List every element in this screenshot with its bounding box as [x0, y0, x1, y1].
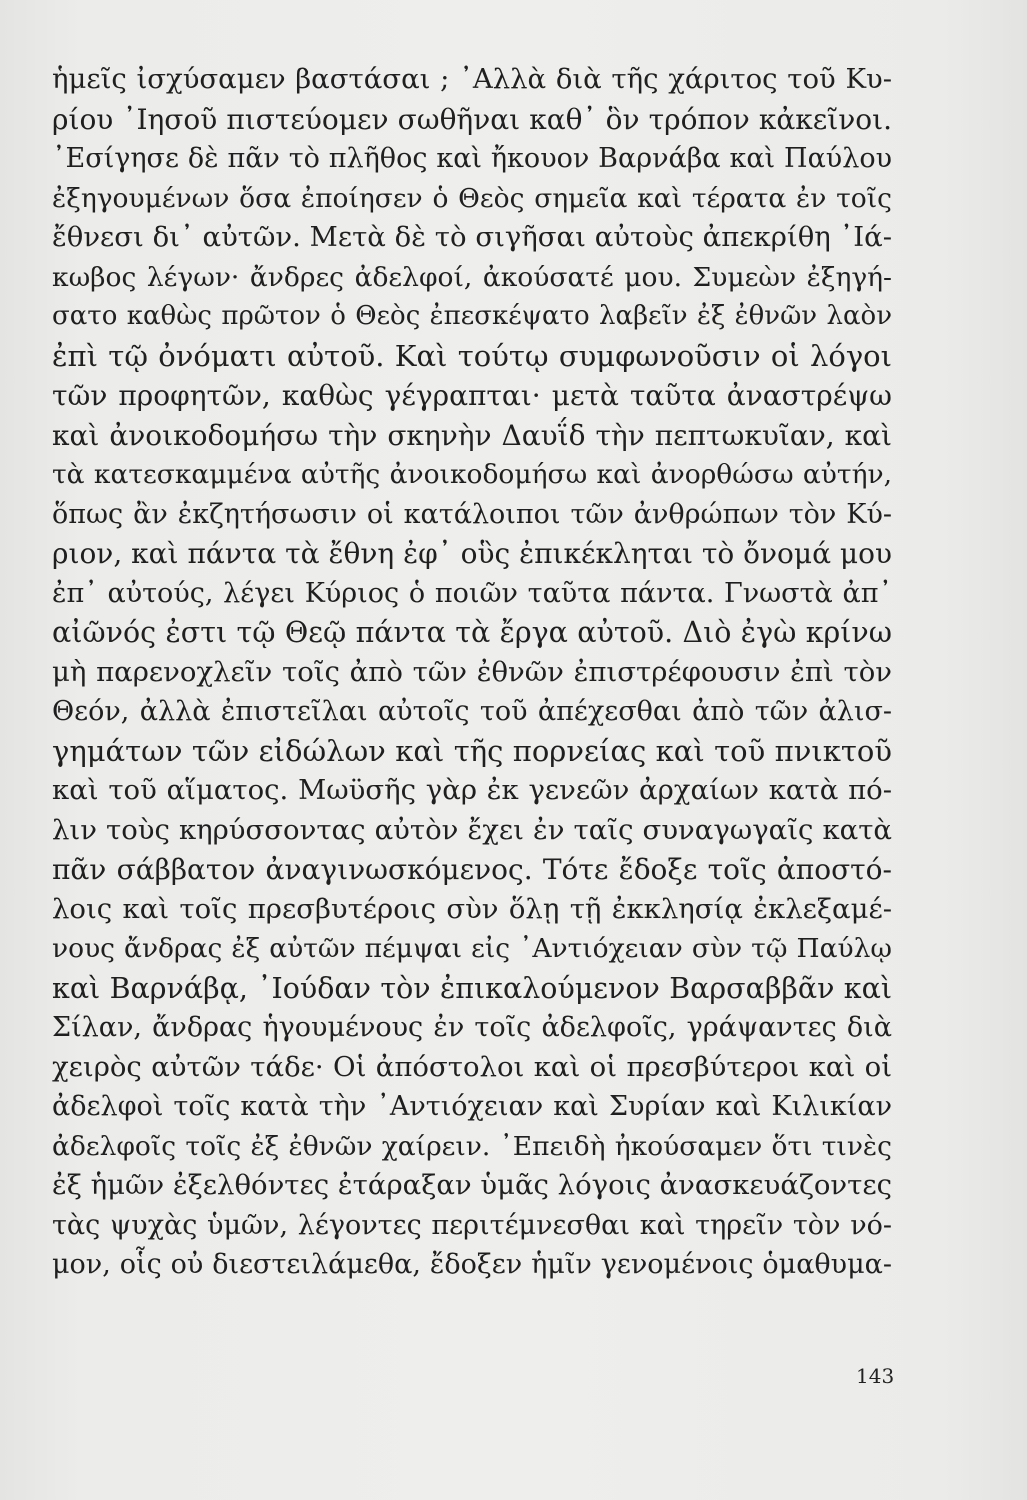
text-line: τὰς ψυχὰς ὑμῶν, λέγοντες περιτέμνεσθαι καὶ τηρεῖν τὸν νό-: [52, 1209, 892, 1241]
text-line: πᾶν σάββατον ἀναγινωσκόμενος. Τότε ἔδοξε τοῖς ἀποστό-: [52, 853, 892, 886]
text-line: ρίου ᾿Ιησοῦ πιστεύομεν σωθῆναι καθ᾿ ὃν τρόπον κἀκεῖνοι.: [52, 102, 892, 136]
text-line: ἐπ᾿ αὐτούς, λέγει Κύριος ὁ ποιῶν ταῦτα πάντα. Γνωστὰ ἀπ᾿: [52, 577, 892, 609]
text-line: καὶ Βαρνάβᾳ, ᾿Ιούδαν τὸν ἐπικαλούμενον Βαρσαββᾶν καὶ: [52, 971, 892, 1005]
text-line: λιν τοὺς κηρύσσοντας αὐτὸν ἔχει ἐν ταῖς συναγωγαῖς κατὰ: [52, 813, 892, 846]
text-line: Σίλαν, ἄνδρας ἡγουμένους ἐν τοῖς ἀδελφοῖς, γράψαντες διὰ: [52, 1012, 892, 1043]
text-line: ἐπὶ τῷ ὀνόματι αὐτοῦ. Καὶ τούτῳ συμφωνοῦσιν οἱ λόγοι: [52, 338, 892, 373]
text-line: γημάτων τῶν εἰδώλων καὶ τῆς πορνείας καὶ τοῦ πνικτοῦ: [52, 733, 892, 768]
text-line: Θεόν, ἀλλὰ ἐπιστεῖλαι αὐτοῖς τοῦ ἀπέχεσθαι ἀπὸ τῶν ἀλισ-: [52, 696, 892, 727]
page-number: 143: [856, 1364, 895, 1388]
text-line: ἐξ ἡμῶν ἐξελθόντες ἐτάραξαν ὑμᾶς λόγοις ἀνασκευάζοντες: [52, 1169, 892, 1201]
text-line: σατο καθὼς πρῶτον ὁ Θεὸς ἐπεσκέψατο λαβεῖν ἐξ ἐθνῶν λαὸν: [52, 301, 892, 331]
text-line: κωβος λέγων· ἄνδρες ἀδελφοί, ἀκούσατέ μου. Συμεὼν ἐξηγή-: [52, 261, 892, 293]
text-line: καὶ τοῦ αἵματος. Μωϋσῆς γὰρ ἐκ γενεῶν ἀρχαίων κατὰ πό-: [52, 774, 892, 806]
text-line: ἀδελφοὶ τοῖς κατὰ τὴν ᾿Αντιόχειαν καὶ Συρίαν καὶ Κιλικίαν: [52, 1091, 892, 1122]
text-line: αἰῶνός ἐστι τῷ Θεῷ πάντα τὰ ἔργα αὐτοῦ. Διὸ ἐγὼ κρίνω: [52, 616, 892, 649]
text-line: ᾿Εσίγησε δὲ πᾶν τὸ πλῆθος καὶ ἤκουον Βαρνάβα καὶ Παύλου: [52, 143, 892, 174]
text-line: καὶ ἀνοικοδομήσω τὴν σκηνὴν Δαυΐδ τὴν πεπτωκυῖαν, καὶ: [52, 418, 892, 452]
text-line: ριον, καὶ πάντα τὰ ἔθνη ἐφ᾿ οὓς ἐπικέκληται τὸ ὄνομά μου: [52, 537, 892, 570]
text-line: ὅπως ἂν ἐκζητήσωσιν οἱ κατάλοιποι τῶν ἀνθρώπων τὸν Κύ-: [52, 498, 892, 530]
text-line: τῶν προφητῶν, καθὼς γέγραπται· μετὰ ταῦτα ἀναστρέψω: [52, 379, 892, 412]
text-line: μον, οἷς οὐ διεστειλάμεθα, ἔδοξεν ἡμῖν γενομένοις ὁμαθυμα-: [52, 1249, 892, 1280]
text-line: ἀδελφοῖς τοῖς ἐξ ἐθνῶν χαίρειν. ᾿Επειδὴ ἠκούσαμεν ὅτι τινὲς: [52, 1130, 892, 1162]
text-line: ἡμεῖς ἰσχύσαμεν βαστάσαι ; ᾿Αλλὰ διὰ τῆς χάριτος τοῦ Κυ-: [52, 63, 892, 95]
text-line: λοις καὶ τοῖς πρεσβυτέροις σὺν ὅλῃ τῇ ἐκκλησίᾳ ἐκλεξαμέ-: [52, 892, 892, 925]
text-line: μὴ παρενοχλεῖν τοῖς ἀπὸ τῶν ἐθνῶν ἐπιστρέφουσιν ἐπὶ τὸν: [52, 655, 892, 688]
body-text: [52, 60, 892, 1285]
text-line: χειρὸς αὐτῶν τάδε· Οἱ ἀπόστολοι καὶ οἱ πρεσβύτεροι καὶ οἱ: [52, 1050, 892, 1083]
text-line: ἐξηγουμένων ὅσα ἐποίησεν ὁ Θεὸς σημεῖα καὶ τέρατα ἐν τοῖς: [52, 182, 892, 214]
text-line: ἔθνεσι δι᾿ αὐτῶν. Μετὰ δὲ τὸ σιγῆσαι αὐτοὺς ἀπεκρίθη ᾿Ιά-: [52, 221, 892, 253]
text-line: τὰ κατεσκαμμένα αὐτῆς ἀνοικοδομήσω καὶ ἀνορθώσω αὐτήν,: [52, 459, 892, 490]
text-line: νους ἄνδρας ἐξ αὐτῶν πέμψαι εἰς ᾿Αντιόχειαν σὺν τῷ Παύλῳ: [52, 933, 892, 964]
